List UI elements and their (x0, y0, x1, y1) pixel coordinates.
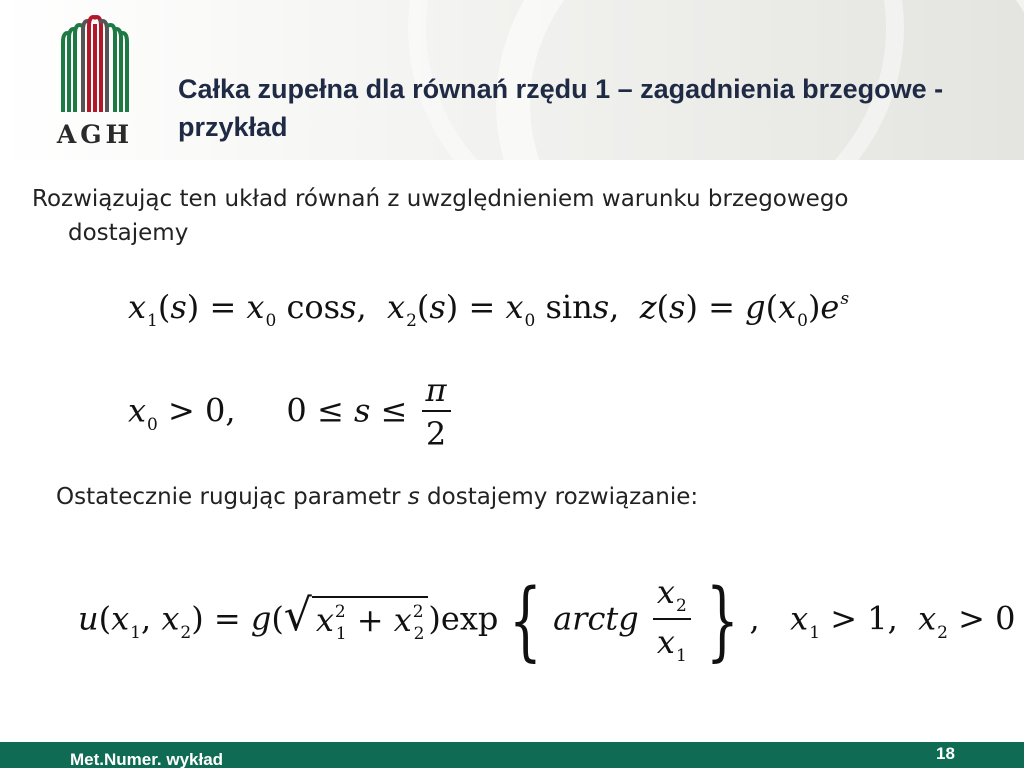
footer-text: Met.Numer. wykład (70, 750, 224, 769)
final-text-param: s (407, 484, 420, 510)
logo-text: AGH (56, 120, 134, 149)
page-number: 18 (936, 744, 955, 763)
parametric-solution-equation: $x_1(s) = x_0$ coss, $x_2(s) = x_0$ sins, $z(s) = g(x_0)e^s$ (128, 288, 850, 331)
pi-over-two-fraction: $\frac{\pi}{2}$ (422, 370, 451, 456)
final-text (56, 480, 956, 514)
final-text-end: dostajemy rozwiązanie: (419, 484, 699, 510)
x2-over-x1-fraction: $\frac{x_2}{x_1}$ (653, 572, 691, 670)
agh-logo (55, 12, 140, 152)
intro-text: Rozwiązując ten układ równań z uwzględnieniem warunku brzegowego dostajemy (32, 186, 849, 246)
square-root: √ $x^2_1 + x^2_2$ (284, 596, 429, 646)
agh-logo-mark (55, 12, 135, 117)
final-solution-equation: $u(x_1$, $x_2) = g(√$ $x^2_1 + x^2_2$ )exp { arctg $\frac{x_2}{x_1}$ } , $x_1 > 1$, $x_2 > 0$ (78, 571, 1016, 671)
final-text-start: Ostatecznie rugując parametr (56, 484, 408, 510)
slide-header (0, 0, 1024, 160)
domain-conditions-equation: $x_0 > 0$, 0 ≤ s ≤ $\frac{\pi}{2}$ (128, 370, 455, 456)
slide-footer (0, 742, 1024, 768)
slide-title: Całka zupełna dla równań rzędu 1 – zagadnienia brzegowe - przykład (178, 74, 944, 142)
